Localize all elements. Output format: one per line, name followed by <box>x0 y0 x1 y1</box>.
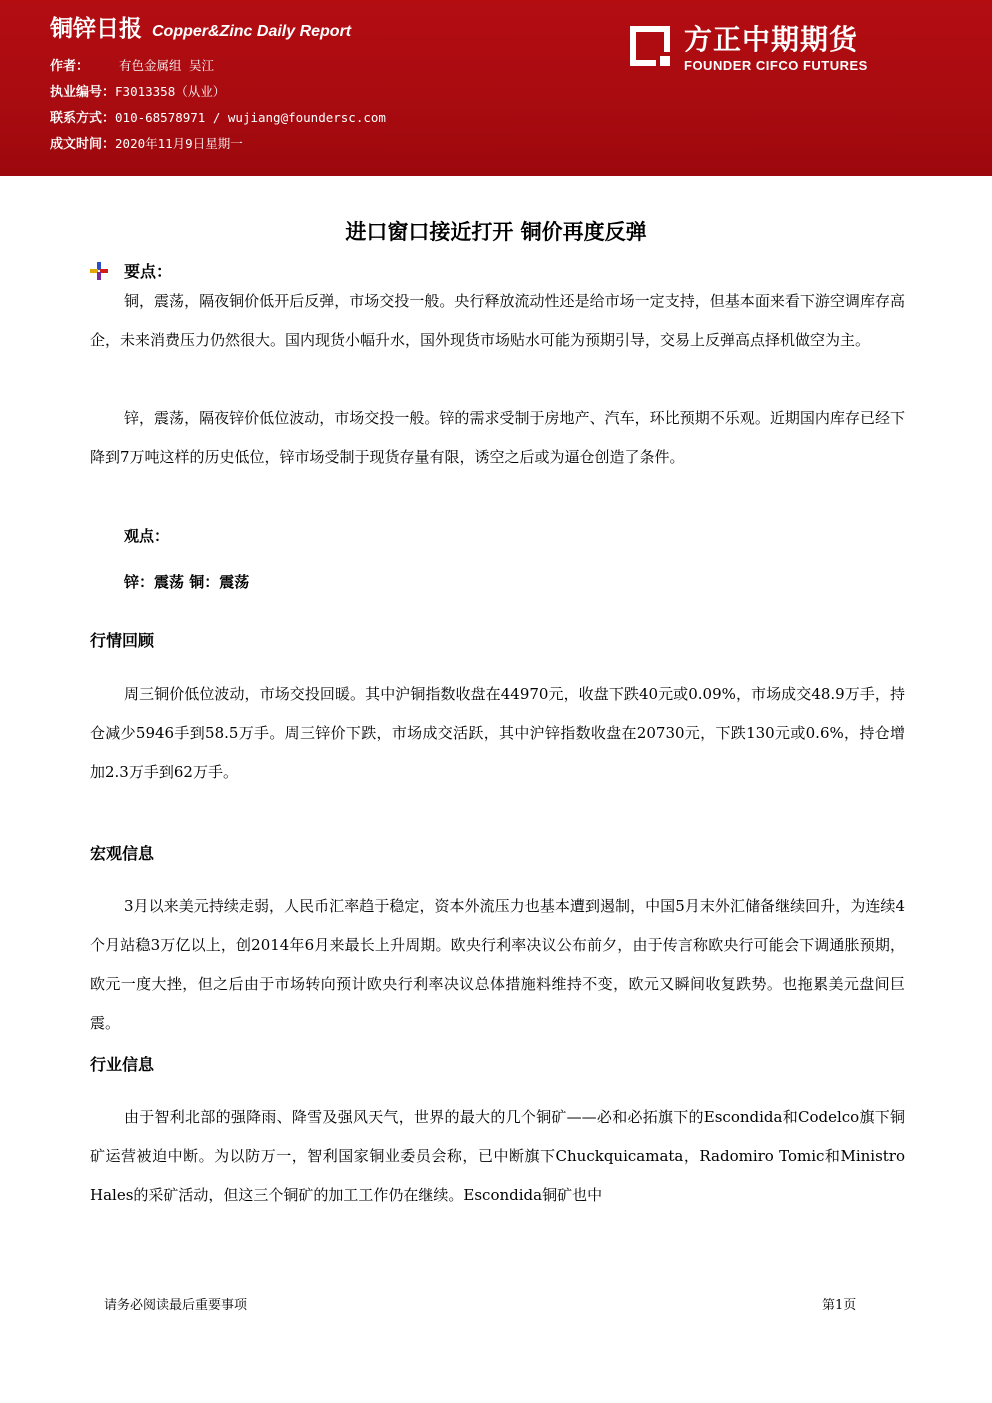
section-heading-industry: 行业信息 <box>90 1055 155 1074</box>
meta-license-key: 执业编号： <box>50 85 116 100</box>
section-heading-market-review: 行情回顾 <box>90 631 155 650</box>
meta-license-value: F3013358（从业） <box>115 84 226 99</box>
key-points-heading <box>90 259 172 282</box>
report-title-en: Copper&Zinc Daily Report <box>152 23 352 40</box>
meta-contact <box>50 107 386 126</box>
footer-page-number: 第1页 <box>822 1298 857 1313</box>
section-text-macro: 3月以来美元持续走弱，人民币汇率趋于稳定，资本外流压力也基本遭到遏制，中国5月末外汇储备继续回升，为连续4个月站稳3万亿以上，创2014年6月来最长上升周期。欧央行利率决议公布前夕，由于传言称欧央行可能会下调通胀预期，欧元一度大挫，但之后由于市场转向预计欧央行利率决议总体措施料维持不变，欧元又瞬间收复跌势。也拖累美元盘间巨震。 <box>90 897 905 1032</box>
meta-author <box>50 55 214 74</box>
key-point-zinc: 锌，震荡，隔夜锌价低位波动，市场交投一般。锌的需求受制于房地产、汽车，环比预期不乐观。近期国内库存已经下降到7万吨这样的历史低位，锌市场受制于现货存量有限，诱空之后或为逼仓创造了条件。 <box>90 409 905 466</box>
meta-contact-value: 010-68578971 / wujiang@foundersc.com <box>115 110 386 125</box>
report-title-block <box>50 10 351 42</box>
meta-contact-key: 联系方式： <box>50 111 116 126</box>
meta-date <box>50 133 243 152</box>
section-text-market-review: 周三铜价低位波动，市场交投回暖。其中沪铜指数收盘在44970元，收盘下跌40元或0.09%，市场成交48.9万手，持仓减少5946手到58.5万手。周三锌价下跌，市场成交活跃，其中沪锌指数收盘在20730元，下跌130元或0.6%，持仓增加2.3万手到62万手。 <box>90 685 905 781</box>
key-point-copper: 铜，震荡，隔夜铜价低开后反弹，市场交投一般。央行释放流动性还是给市场一定支持，但基本面来看下游空调库存高企，未来消费压力仍然很大。国内现货小幅升水，国外现货市场贴水可能为预期引导，交易上反弹高点择机做空为主。 <box>90 292 905 349</box>
meta-author-key: 作者： <box>50 59 90 74</box>
logo-name-en: FOUNDER CIFCO FUTURES <box>684 58 868 73</box>
meta-license <box>50 81 225 100</box>
view-value: 锌：震荡 铜：震荡 <box>124 573 250 591</box>
colored-bullet-icon <box>90 262 108 280</box>
meta-date-key: 成文时间： <box>50 137 116 152</box>
footer-notice: 请务必阅读最后重要事项 <box>104 1298 248 1313</box>
founder-logo-mark-icon <box>626 22 674 70</box>
logo-name-cn: 方正中期期货 <box>684 23 859 56</box>
key-points-label: 要点： <box>124 262 173 281</box>
section-text-industry: 由于智利北部的强降雨、降雪及强风天气，世界的最大的几个铜矿——必和必拓旗下的Escondida和Codelco旗下铜矿运营被迫中断。为以防万一，智利国家铜业委员会称，已中断旗下Chuckquicamata，Radomiro Tomic和Ministro Hales的采矿活动，但这三个铜矿的加工工作仍在继续。Escondida铜矿也中 <box>90 1108 905 1204</box>
document-title: 进口窗口接近打开 铜价再度反弹 <box>345 220 647 244</box>
report-header-banner <box>0 0 992 176</box>
report-title-cn: 铜锌日报 <box>50 16 142 42</box>
meta-date-value: 2020年11月9日星期一 <box>115 136 243 151</box>
meta-author-value: 有色金属组 吴江 <box>119 58 215 73</box>
founder-cifco-logo <box>626 20 886 76</box>
view-label: 观点： <box>124 527 170 545</box>
section-heading-macro: 宏观信息 <box>90 844 155 863</box>
